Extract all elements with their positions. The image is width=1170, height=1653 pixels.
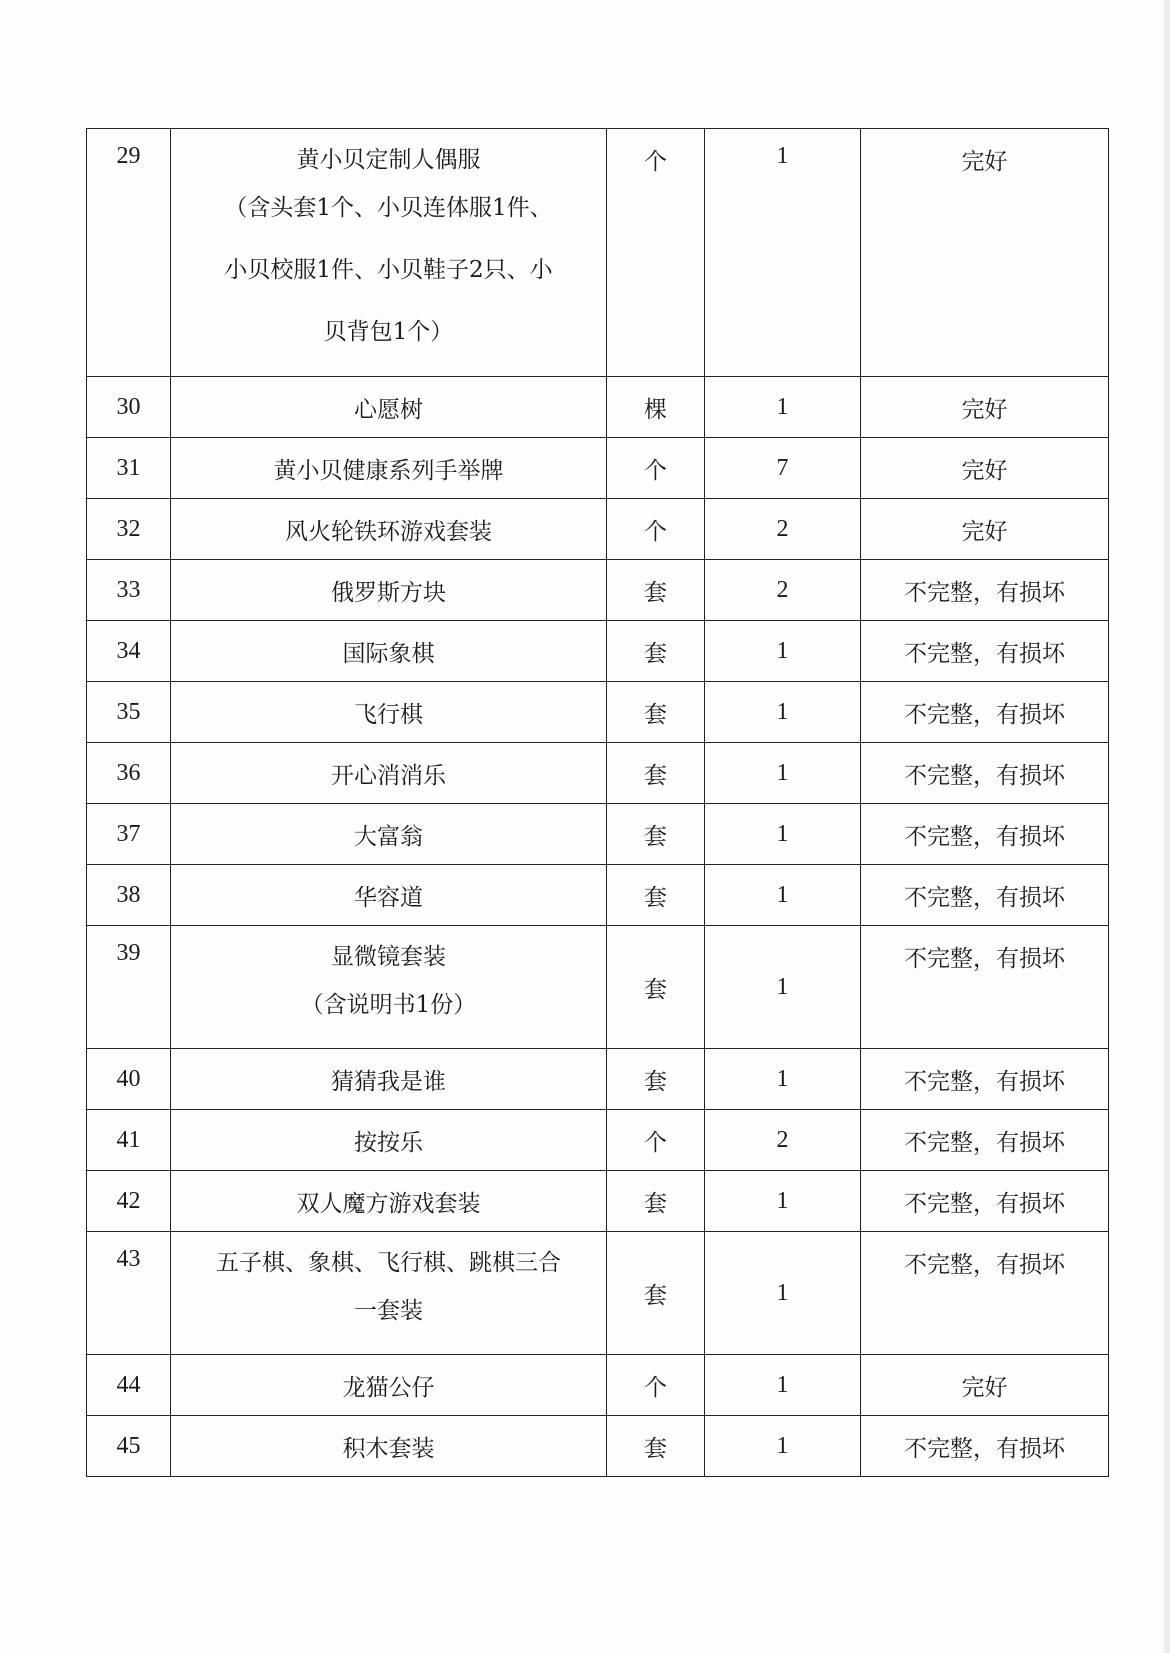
item-name-line: 显微镜套装 xyxy=(331,944,446,970)
item-unit: 套 xyxy=(607,621,705,682)
item-quantity: 1 xyxy=(705,129,861,377)
item-name: 心愿树 xyxy=(171,377,607,438)
item-name: 风火轮铁环游戏套装 xyxy=(171,499,607,560)
row-number: 40 xyxy=(87,1049,171,1110)
item-unit: 套 xyxy=(607,1232,705,1355)
item-name-line: （含头套1个、小贝连体服1件、 xyxy=(224,195,553,221)
row-number: 34 xyxy=(87,621,171,682)
table-row xyxy=(87,499,1109,560)
table-row xyxy=(87,1049,1109,1110)
item-unit: 套 xyxy=(607,865,705,926)
item-quantity: 1 xyxy=(705,377,861,438)
item-unit: 个 xyxy=(607,499,705,560)
item-unit: 套 xyxy=(607,1049,705,1110)
item-name: 双人魔方游戏套装 xyxy=(171,1171,607,1232)
item-name-line: 一套装 xyxy=(354,1298,423,1324)
item-quantity: 2 xyxy=(705,560,861,621)
table-row xyxy=(87,926,1109,1049)
item-status: 完好 xyxy=(861,377,1109,438)
item-unit: 套 xyxy=(607,1416,705,1477)
row-number: 39 xyxy=(87,926,171,1049)
item-name: 龙猫公仔 xyxy=(171,1355,607,1416)
item-name xyxy=(171,926,607,1049)
row-number: 36 xyxy=(87,743,171,804)
item-name-line: 小贝校服1件、小贝鞋子2只、小 xyxy=(224,257,553,283)
inventory-table xyxy=(86,128,1109,1477)
item-unit: 个 xyxy=(607,1110,705,1171)
item-name xyxy=(171,129,607,377)
item-name: 国际象棋 xyxy=(171,621,607,682)
item-unit: 棵 xyxy=(607,377,705,438)
item-name: 按按乐 xyxy=(171,1110,607,1171)
item-unit: 个 xyxy=(607,129,705,377)
item-status: 完好 xyxy=(861,129,1109,377)
item-name xyxy=(171,1232,607,1355)
table-row xyxy=(87,1171,1109,1232)
item-quantity: 1 xyxy=(705,865,861,926)
item-quantity: 1 xyxy=(705,743,861,804)
item-status: 完好 xyxy=(861,499,1109,560)
table-row xyxy=(87,1355,1109,1416)
item-status: 不完整，有损坏 xyxy=(861,560,1109,621)
scan-edge xyxy=(1164,0,1170,1653)
row-number: 30 xyxy=(87,377,171,438)
item-status: 不完整，有损坏 xyxy=(861,1049,1109,1110)
item-unit: 套 xyxy=(607,804,705,865)
item-quantity: 2 xyxy=(705,499,861,560)
item-quantity: 2 xyxy=(705,1110,861,1171)
table-row xyxy=(87,1110,1109,1171)
item-name: 猜猜我是谁 xyxy=(171,1049,607,1110)
item-name-line: 贝背包1个） xyxy=(323,319,454,345)
item-name: 黄小贝健康系列手举牌 xyxy=(171,438,607,499)
item-quantity: 7 xyxy=(705,438,861,499)
row-number: 43 xyxy=(87,1232,171,1355)
item-unit: 套 xyxy=(607,682,705,743)
item-quantity: 1 xyxy=(705,1232,861,1355)
item-status: 不完整，有损坏 xyxy=(861,1232,1109,1355)
table-row xyxy=(87,682,1109,743)
item-quantity: 1 xyxy=(705,621,861,682)
item-name-line: 五子棋、象棋、飞行棋、跳棋三合 xyxy=(216,1250,561,1276)
item-unit: 套 xyxy=(607,743,705,804)
item-status: 不完整，有损坏 xyxy=(861,621,1109,682)
row-number: 31 xyxy=(87,438,171,499)
item-unit: 个 xyxy=(607,438,705,499)
item-name: 俄罗斯方块 xyxy=(171,560,607,621)
table-row xyxy=(87,377,1109,438)
item-status: 不完整，有损坏 xyxy=(861,743,1109,804)
item-status: 完好 xyxy=(861,438,1109,499)
item-name-line: （含说明书1份） xyxy=(300,992,477,1018)
item-status: 完好 xyxy=(861,1355,1109,1416)
item-quantity: 1 xyxy=(705,804,861,865)
item-name: 大富翁 xyxy=(171,804,607,865)
item-name: 飞行棋 xyxy=(171,682,607,743)
table-row xyxy=(87,621,1109,682)
row-number: 33 xyxy=(87,560,171,621)
item-quantity: 1 xyxy=(705,1171,861,1232)
item-unit: 套 xyxy=(607,560,705,621)
row-number: 37 xyxy=(87,804,171,865)
table-row xyxy=(87,438,1109,499)
item-status: 不完整，有损坏 xyxy=(861,1416,1109,1477)
item-status: 不完整，有损坏 xyxy=(861,804,1109,865)
row-number: 32 xyxy=(87,499,171,560)
item-name: 华容道 xyxy=(171,865,607,926)
item-unit: 套 xyxy=(607,1171,705,1232)
table-row xyxy=(87,129,1109,377)
item-quantity: 1 xyxy=(705,1416,861,1477)
table-row xyxy=(87,865,1109,926)
row-number: 44 xyxy=(87,1355,171,1416)
item-unit: 套 xyxy=(607,926,705,1049)
item-status: 不完整，有损坏 xyxy=(861,865,1109,926)
item-name: 积木套装 xyxy=(171,1416,607,1477)
table-row xyxy=(87,560,1109,621)
item-quantity: 1 xyxy=(705,682,861,743)
row-number: 35 xyxy=(87,682,171,743)
item-quantity: 1 xyxy=(705,1049,861,1110)
table-row xyxy=(87,743,1109,804)
row-number: 29 xyxy=(87,129,171,377)
row-number: 42 xyxy=(87,1171,171,1232)
row-number: 41 xyxy=(87,1110,171,1171)
item-name-line: 黄小贝定制人偶服 xyxy=(296,147,481,173)
item-unit: 个 xyxy=(607,1355,705,1416)
item-status: 不完整，有损坏 xyxy=(861,682,1109,743)
row-number: 38 xyxy=(87,865,171,926)
item-status: 不完整，有损坏 xyxy=(861,1110,1109,1171)
item-quantity: 1 xyxy=(705,1355,861,1416)
table-row xyxy=(87,1416,1109,1477)
item-name: 开心消消乐 xyxy=(171,743,607,804)
table-row xyxy=(87,804,1109,865)
row-number: 45 xyxy=(87,1416,171,1477)
table-row xyxy=(87,1232,1109,1355)
item-quantity: 1 xyxy=(705,926,861,1049)
item-status: 不完整，有损坏 xyxy=(861,926,1109,1049)
item-status: 不完整，有损坏 xyxy=(861,1171,1109,1232)
